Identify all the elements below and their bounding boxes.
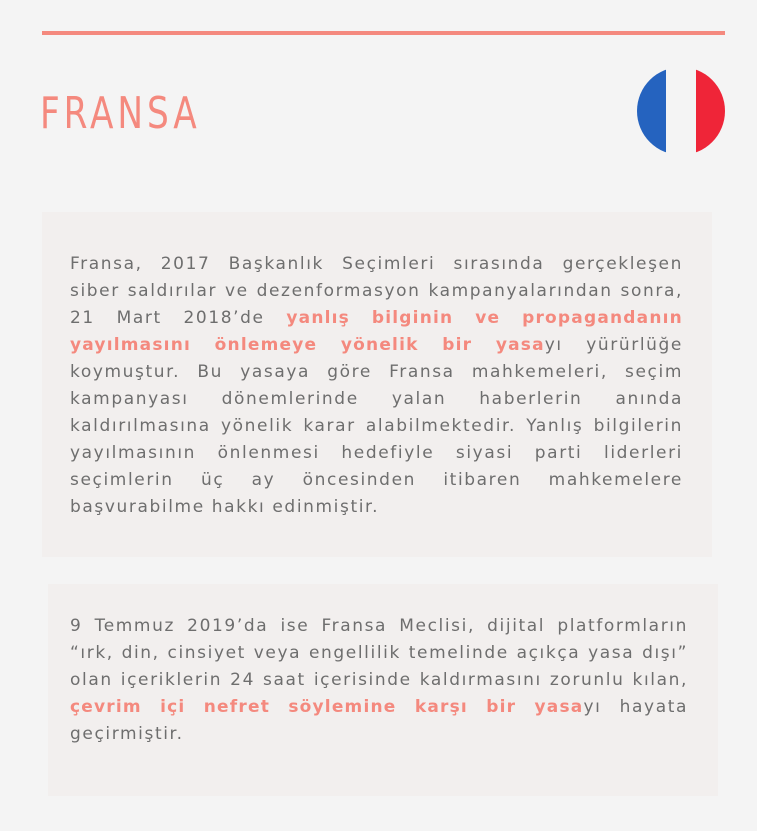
flag-stripe-white bbox=[666, 67, 695, 155]
highlight-law-name: çevrim içi nefret söylemine karşı bir yasa bbox=[70, 697, 584, 717]
paragraph-text-start: Fransa, 2017 Başkanlık Seçimleri sırasında gerçekleşen siber saldırılar ve dezenformasyon kampanyalarından sonra, 21 Mart 2018’de bbox=[70, 254, 683, 328]
top-divider bbox=[42, 31, 725, 35]
paragraph-text-end: yı yürürlüğe koymuştur. Bu yasaya göre Fransa mahkemeleri, seçim kampanyası dönemlerinde yalan haberlerin anında kaldırılmasına yönelik karar alabilmektedir. Yanlış bilgilerin yayılmasının önlenmesi hedefiyle siyasi parti liderleri seçimlerin üç ay öncesinden itibaren mahkemelere başvurabilme hakkı edinmiştir. bbox=[70, 335, 683, 517]
flag-stripe-blue bbox=[637, 67, 666, 155]
paragraph-text-end: yı hayata geçirmiştir. bbox=[70, 697, 688, 744]
france-flag-icon bbox=[637, 67, 725, 155]
info-card-2018-law bbox=[42, 212, 712, 557]
paragraph-2019-law bbox=[70, 613, 688, 748]
highlight-law-name: yanlış bilginin ve propagandanın yayılmasını önlemeye yönelik bir yasa bbox=[70, 308, 683, 355]
page-title: FRANSA bbox=[40, 88, 201, 139]
info-card-2019-law bbox=[48, 584, 718, 796]
paragraph-text-start: 9 Temmuz 2019’da ise Fransa Meclisi, dijital platformların “ırk, din, cinsiyet veya engellilik temelinde açıkça yasa dışı” olan içeriklerin 24 saat içerisinde kaldırmasını zorunlu kılan, bbox=[70, 616, 688, 690]
paragraph-2018-law bbox=[70, 251, 683, 521]
flag-stripe-red bbox=[696, 67, 725, 155]
